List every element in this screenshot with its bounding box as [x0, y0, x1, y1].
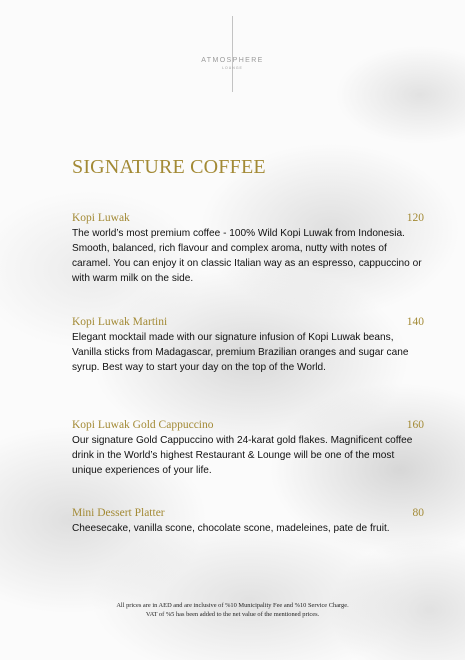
logo-divider-line — [232, 16, 233, 92]
menu-item-description: Cheesecake, vanilla scone, chocolate scone, madeleines, pate de fruit. — [72, 523, 390, 534]
brand-logo — [0, 57, 465, 70]
menu-item-price: 120 — [406, 212, 424, 224]
menu-item-header — [72, 316, 424, 328]
section-title: SIGNATURE COFFEE — [72, 156, 266, 178]
brand-subtitle: LOUNGE — [222, 66, 243, 70]
menu-item-price: 140 — [406, 316, 424, 328]
menu-item-price: 80 — [412, 507, 424, 519]
menu-item-name: Mini Dessert Platter — [72, 507, 165, 519]
menu-item-kopi-luwak-gold-cappuccino — [72, 419, 424, 478]
menu-item-price: 160 — [406, 419, 424, 431]
menu-item-description: Our signature Gold Cappuccino with 24-karat gold flakes. Magnificent coffee drink in the World’s highest Restaurant & Lounge will be one of the most unique experiences of your life. — [72, 435, 413, 476]
brand-name: ATMOSPHERE — [201, 57, 264, 64]
menu-item-name: Kopi Luwak — [72, 212, 130, 224]
price-disclaimer — [0, 601, 465, 619]
disclaimer-line-1: All prices are in AED and are inclusive of %10 Municipality Fee and %10 Service Charge. — [116, 602, 349, 609]
menu-item-header — [72, 419, 424, 431]
menu-item-description: The world’s most premium coffee - 100% Wild Kopi Luwak from Indonesia. Smooth, balanced, rich flavour and complex aroma, nutty with notes of caramel. You can enjoy it on classic Italian way as an espresso, cappuccino or with warm milk on the side. — [72, 228, 422, 284]
menu-item-header — [72, 212, 424, 224]
menu-item-name: Kopi Luwak Gold Cappuccino — [72, 419, 214, 431]
menu-item-kopi-luwak-martini — [72, 316, 424, 375]
menu-item-mini-dessert-platter — [72, 507, 424, 536]
menu-item-kopi-luwak — [72, 212, 424, 286]
menu-item-name: Kopi Luwak Martini — [72, 316, 168, 328]
menu-item-header — [72, 507, 424, 519]
disclaimer-line-2: VAT of %5 has been added to the net value of the mentioned prices. — [145, 611, 320, 618]
menu-item-description: Elegant mocktail made with our signature infusion of Kopi Luwak beans, Vanilla sticks from Madagascar, premium Brazilian oranges and sugar cane syrup. Best way to start your day on the top of the World. — [72, 332, 409, 373]
